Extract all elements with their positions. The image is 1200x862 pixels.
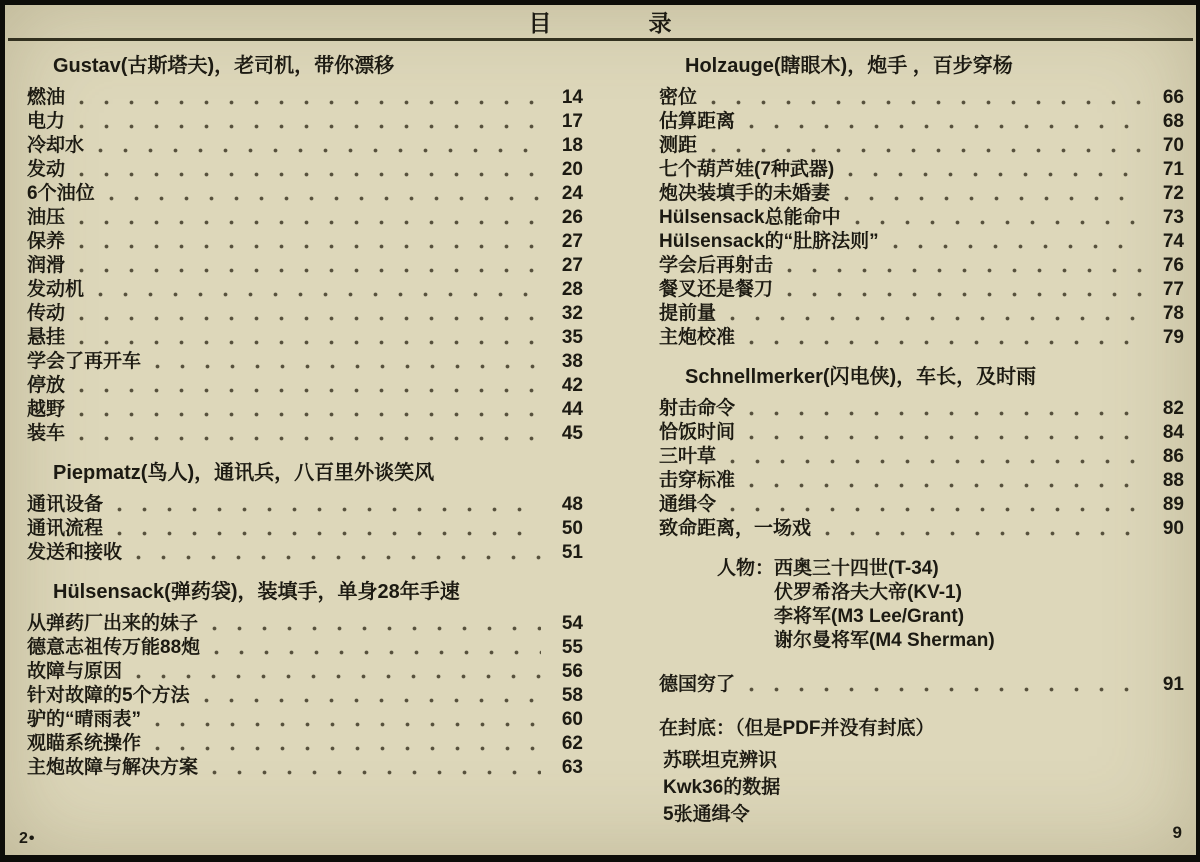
dot-leader	[749, 410, 1142, 417]
dot-leader	[79, 171, 541, 178]
entry-page-number: 14	[561, 87, 583, 108]
entry-title: 主炮校准	[659, 327, 736, 348]
entry-page-number: 51	[561, 542, 583, 563]
right-sections	[659, 53, 1184, 541]
entry-title: 德意志祖传万能88炮	[27, 637, 201, 658]
toc-entry	[27, 612, 583, 636]
entry-title: 发动机	[27, 279, 85, 300]
back-cover-note: 在封底：（但是PDF并没有封底）	[659, 718, 935, 739]
entry-title: 通讯流程	[27, 518, 104, 539]
entry-title: 冷却水	[27, 135, 85, 156]
entry-page-number: 20	[561, 159, 583, 180]
entry-title: 估算距离	[659, 111, 736, 132]
entry-page-number: 78	[1162, 303, 1184, 324]
entry-title: 从弹药厂出来的妹子	[27, 613, 199, 634]
entry-title: 针对故障的5个方法	[27, 685, 190, 706]
characters-lines	[774, 557, 995, 653]
toc-columns	[5, 41, 1196, 828]
entry-title: 七个葫芦娃(7种武器)	[659, 159, 835, 180]
entry-page-number: 91	[1162, 674, 1184, 695]
section-header: Schnellmerker(闪电侠)，车长，及时雨	[685, 366, 1037, 388]
toc-entry	[27, 278, 583, 302]
dot-leader	[787, 291, 1142, 298]
entry-page-number: 68	[1162, 111, 1184, 132]
toc-entry	[659, 445, 1184, 469]
dot-leader	[79, 387, 541, 394]
toc-entry	[27, 110, 583, 134]
dot-leader	[117, 506, 541, 513]
entry-title: Hülsensack总能命中	[659, 207, 841, 228]
entry-title: 密位	[659, 87, 698, 108]
toc-entry	[659, 326, 1184, 350]
entry-page-number: 66	[1162, 87, 1184, 108]
toc-entry	[659, 517, 1184, 541]
character-line: 谢尔曼将军(M4 Sherman)	[774, 630, 995, 651]
entry-title: 油压	[27, 207, 66, 228]
entry-page-number: 79	[1162, 327, 1184, 348]
entry-title: 提前量	[659, 303, 717, 324]
toc-entry	[27, 350, 583, 374]
section-header: Holzauge(瞎眼木)，炮手 ，百步穿杨	[685, 55, 1013, 77]
entry-title: 保养	[27, 231, 66, 252]
toc-entry	[27, 517, 583, 541]
dot-leader	[855, 219, 1142, 226]
entry-page-number: 82	[1162, 398, 1184, 419]
entry-title: 装车	[27, 423, 66, 444]
dot-leader	[893, 243, 1142, 250]
entry-page-number: 90	[1162, 518, 1184, 539]
toc-entry	[659, 134, 1184, 158]
dot-leader	[79, 219, 541, 226]
dot-leader	[155, 363, 541, 370]
dot-leader	[848, 171, 1142, 178]
entry-page-number: 42	[561, 375, 583, 396]
toc-entry	[659, 254, 1184, 278]
dot-leader	[749, 339, 1142, 346]
toc-entry	[27, 158, 583, 182]
entry-page-number: 62	[561, 733, 583, 754]
entry-page-number: 77	[1162, 279, 1184, 300]
section-header: Hülsensack(弹药袋)，装填手，单身28年手速	[53, 581, 460, 603]
entry-page-number: 84	[1162, 422, 1184, 443]
entry-title: 传动	[27, 303, 66, 324]
entry-title: 发送和接收	[27, 542, 123, 563]
character-line: 李将军(M3 Lee/Grant)	[774, 606, 965, 627]
entry-title: 6个油位	[27, 183, 95, 204]
entry-page-number: 45	[561, 423, 583, 444]
entry-page-number: 27	[561, 255, 583, 276]
entry-title: 故障与原因	[27, 661, 123, 682]
entry-title: 主炮故障与解决方案	[27, 757, 199, 778]
entry-page-number: 54	[561, 613, 583, 634]
entry-title: 致命距离，一场戏	[659, 518, 812, 539]
toc-entry	[27, 636, 583, 660]
toc-entry	[27, 374, 583, 398]
entry-title: 润滑	[27, 255, 66, 276]
dot-leader	[212, 769, 541, 776]
dot-leader	[155, 721, 541, 728]
toc-entry	[27, 254, 583, 278]
entry-title: 驴的“晴雨表”	[27, 709, 142, 730]
section-header: Piepmatz(鸟人)，通讯兵，八百里外谈笑风	[53, 462, 435, 484]
toc-entry	[659, 158, 1184, 182]
toc-entry	[27, 493, 583, 517]
entry-title: 观瞄系统操作	[27, 733, 142, 754]
entry-page-number: 70	[1162, 135, 1184, 156]
dot-leader	[711, 147, 1142, 154]
toc-entry	[27, 326, 583, 350]
entry-page-number: 74	[1162, 231, 1184, 252]
dot-leader	[79, 339, 541, 346]
dot-leader	[98, 147, 541, 154]
entry-title: 停放	[27, 375, 66, 396]
entry-title: 悬挂	[27, 327, 66, 348]
entry-page-number: 18	[561, 135, 583, 156]
toc-section	[659, 364, 1184, 541]
dot-leader	[79, 243, 541, 250]
toc-entry	[659, 421, 1184, 445]
back-cover-block	[659, 715, 1184, 828]
right-column	[659, 43, 1184, 828]
back-cover-line: 苏联坦克辨识	[663, 750, 778, 771]
entry-page-number: 56	[561, 661, 583, 682]
entry-page-number: 58	[561, 685, 583, 706]
dot-leader	[98, 291, 541, 298]
entry-page-number: 17	[561, 111, 583, 132]
toc-entry	[659, 86, 1184, 110]
entry-page-number: 27	[561, 231, 583, 252]
toc-entry	[27, 684, 583, 708]
toc-entry	[27, 756, 583, 780]
entry-page-number: 35	[561, 327, 583, 348]
dot-leader	[79, 315, 541, 322]
toc-section	[659, 53, 1184, 350]
toc-entry	[27, 86, 583, 110]
toc-entry	[27, 732, 583, 756]
back-cover-line: 5张通缉令	[663, 804, 750, 825]
dot-leader	[79, 435, 541, 442]
page-title: 目 录	[528, 10, 673, 36]
dot-leader	[844, 195, 1142, 202]
entry-page-number: 28	[561, 279, 583, 300]
toc-entry	[659, 110, 1184, 134]
entry-page-number: 24	[561, 183, 583, 204]
dot-leader	[825, 530, 1142, 537]
toc-entry	[27, 660, 583, 684]
entry-title: 学会后再射击	[659, 255, 774, 276]
entry-page-number: 72	[1162, 183, 1184, 204]
entry-title: 电力	[27, 111, 66, 132]
entry-title: 射击命令	[659, 398, 736, 419]
dot-leader	[749, 123, 1142, 130]
characters-block	[659, 557, 1184, 653]
left-sections	[27, 53, 583, 780]
entry-title: 通缉令	[659, 494, 717, 515]
entry-title: 餐叉还是餐刀	[659, 279, 774, 300]
dot-leader	[730, 315, 1142, 322]
toc-entry	[27, 422, 583, 446]
entry-page-number: 63	[561, 757, 583, 778]
entry-page-number: 88	[1162, 470, 1184, 491]
dot-leader	[214, 649, 541, 656]
entry-title: 击穿标准	[659, 470, 736, 491]
entry-page-number: 50	[561, 518, 583, 539]
toc-entry	[27, 134, 583, 158]
entry-title: Hülsensack的“肚脐法则”	[659, 231, 879, 252]
dot-leader	[749, 482, 1142, 489]
toc-section	[27, 53, 583, 446]
dot-leader	[749, 434, 1142, 441]
toc-section	[27, 579, 583, 780]
entry-title: 三叶草	[659, 446, 717, 467]
left-column	[27, 43, 583, 828]
dot-leader	[79, 123, 541, 130]
dot-leader	[204, 697, 541, 704]
characters-label: 人物：	[717, 558, 775, 579]
dot-leader	[136, 554, 541, 561]
entry-page-number: 86	[1162, 446, 1184, 467]
entry-title: 越野	[27, 399, 66, 420]
entry-title: 德国穷了	[659, 674, 736, 695]
entry-title: 发动	[27, 159, 66, 180]
entry-page-number: 55	[561, 637, 583, 658]
entry-page-number: 76	[1162, 255, 1184, 276]
dot-leader	[711, 99, 1142, 106]
toc-entry	[659, 673, 1184, 697]
back-cover-line: Kwk36的数据	[663, 777, 781, 798]
character-line: 伏罗希洛夫大帝(KV-1)	[774, 582, 962, 603]
footnote-mark: 2•	[19, 830, 36, 847]
entry-page-number: 38	[561, 351, 583, 372]
entry-page-number: 44	[561, 399, 583, 420]
dot-leader	[787, 267, 1142, 274]
section-header: Gustav(古斯塔夫)，老司机，带你漂移	[53, 55, 395, 77]
entry-page-number: 73	[1162, 207, 1184, 228]
entry-title: 测距	[659, 135, 698, 156]
toc-entry	[27, 708, 583, 732]
dot-leader	[79, 411, 541, 418]
toc-entry	[27, 541, 583, 565]
dot-leader	[117, 530, 541, 537]
entry-title: 通讯设备	[27, 494, 104, 515]
page-number: 9	[1172, 823, 1182, 842]
dot-leader	[79, 267, 541, 274]
toc-entry	[27, 398, 583, 422]
entry-page-number: 60	[561, 709, 583, 730]
toc-entry	[659, 278, 1184, 302]
dot-leader	[136, 673, 541, 680]
toc-entry	[27, 182, 583, 206]
toc-entry	[27, 206, 583, 230]
toc-entry	[659, 182, 1184, 206]
dot-leader	[730, 506, 1142, 513]
entry-page-number: 71	[1162, 159, 1184, 180]
character-line: 西奥三十四世(T-34)	[774, 558, 939, 579]
dot-leader	[109, 195, 541, 202]
toc-entry	[659, 206, 1184, 230]
dot-leader	[155, 745, 541, 752]
entry-title: 燃油	[27, 87, 66, 108]
toc-entry	[659, 230, 1184, 254]
entry-title: 学会了再开车	[27, 351, 142, 372]
toc-entry	[659, 302, 1184, 326]
toc-section	[27, 460, 583, 565]
toc-entry	[27, 302, 583, 326]
entry-page-number: 48	[561, 494, 583, 515]
dot-leader	[79, 99, 541, 106]
entry-page-number: 32	[561, 303, 583, 324]
dot-leader	[730, 458, 1142, 465]
entry-title: 恰饭时间	[659, 422, 736, 443]
dot-leader	[212, 625, 541, 632]
toc-entry	[27, 230, 583, 254]
entry-page-number: 89	[1162, 494, 1184, 515]
toc-entry	[659, 469, 1184, 493]
toc-entry	[659, 397, 1184, 421]
toc-entry	[659, 493, 1184, 517]
entry-page-number: 26	[561, 207, 583, 228]
dot-leader	[749, 686, 1142, 693]
entry-title: 炮决装填手的未婚妻	[659, 183, 831, 204]
